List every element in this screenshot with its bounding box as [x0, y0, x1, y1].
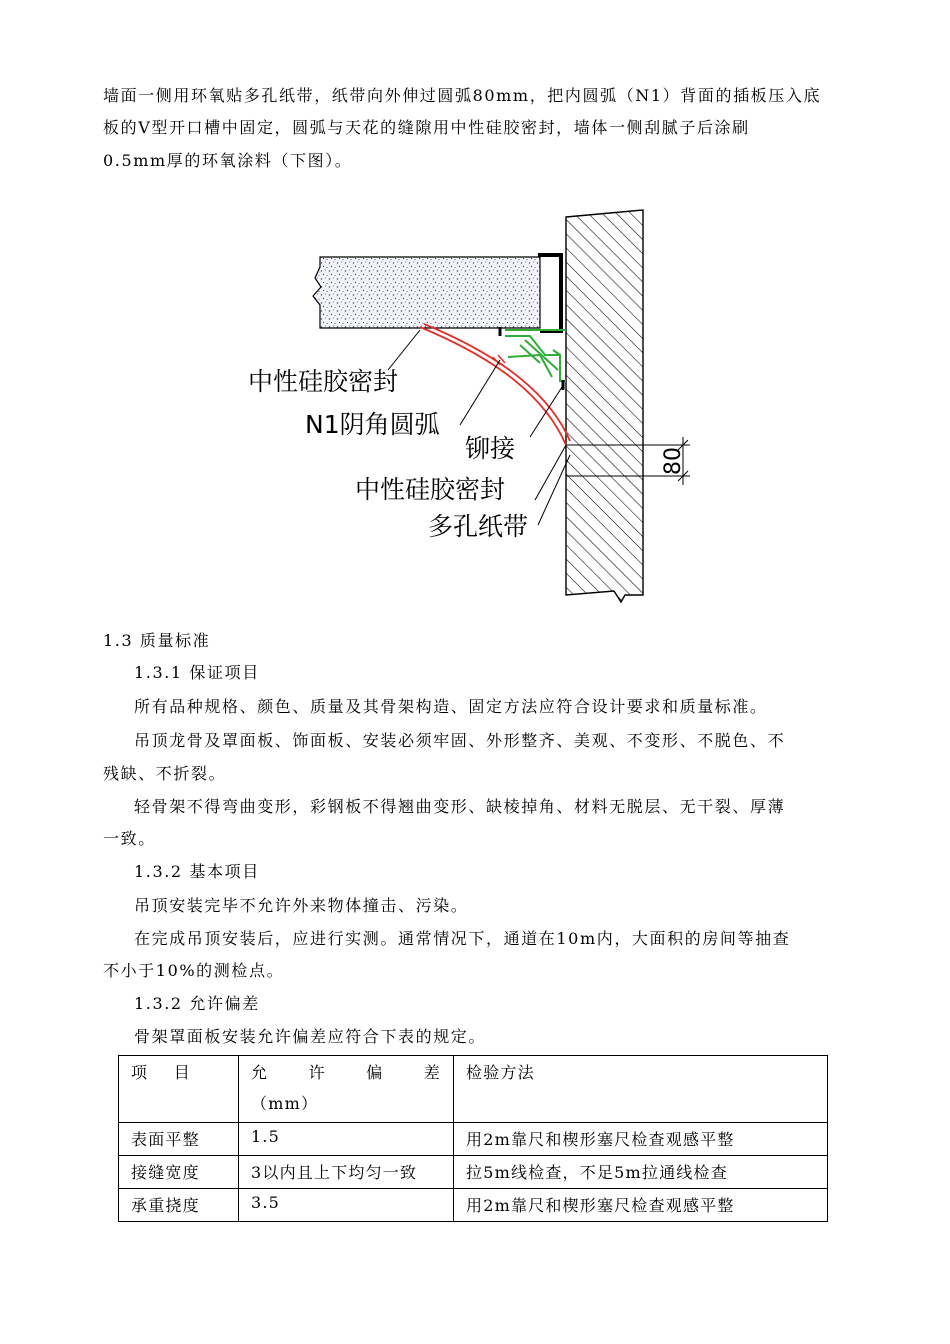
header-deviation-char-3: 偏: [366, 1063, 384, 1082]
cell-item: 接缝宽度: [119, 1156, 239, 1189]
table-row: [119, 1189, 828, 1222]
cell-method: 拉5m线检查，不足5m拉通线检查: [454, 1156, 828, 1189]
header-deviation-char-4: 差: [423, 1063, 441, 1082]
cell-method: 用2m靠尺和楔形塞尺检查观感平整: [454, 1189, 828, 1222]
label-n1-arc: N1阴角圆弧: [305, 410, 440, 439]
header-deviation-char-2: 许: [308, 1063, 326, 1082]
paragraph-guarantee-1: 所有品种规格、颜色、质量及其骨架构造、固定方法应符合设计要求和质量标准。: [134, 697, 768, 716]
cell-item: 表面平整: [119, 1123, 239, 1156]
paragraph-basic-2b: 不小于10%的测检点。: [103, 961, 285, 980]
cell-deviation: 1.5: [239, 1123, 454, 1156]
header-item-char-1: 项: [131, 1063, 149, 1082]
cell-item: 承重挠度: [119, 1189, 239, 1222]
paragraph-guarantee-3b: 一致。: [103, 829, 156, 848]
wall-section: [566, 210, 643, 602]
cell-method: 用2m靠尺和楔形塞尺检查观感平整: [454, 1123, 828, 1156]
header-method: 检验方法: [454, 1056, 828, 1123]
table-row: [119, 1156, 828, 1189]
paragraph-basic-2a: 在完成吊顶安装后，应进行实测。通常情况下，通道在10m内，大面积的房间等抽查: [134, 929, 791, 948]
n1-arc: [420, 324, 570, 445]
subsection-1-3-2-deviation: 1.3.2 允许偏差: [134, 994, 260, 1013]
header-deviation: [239, 1056, 454, 1123]
subsection-1-3-1: 1.3.1 保证项目: [134, 663, 260, 682]
cell-deviation: 3以内且上下均匀一致: [239, 1156, 454, 1189]
tolerance-table: [118, 1055, 828, 1222]
corner-arc-detail-figure: [240, 205, 700, 615]
table-header-row: [119, 1056, 828, 1123]
subsection-1-3-2-basic: 1.3.2 基本项目: [134, 862, 260, 881]
ceiling-panel: [313, 257, 540, 328]
paragraph-basic-1: 吊顶安装完毕不允许外来物体撞击、污染。: [134, 896, 469, 915]
intro-line-3: 0.5mm厚的环氧涂料（下图）。: [103, 151, 353, 170]
intro-line-2: 板的V型开口槽中固定，圆弧与天花的缝隙用中性硅胶密封，墙体一侧刮腻子后涂刷: [103, 118, 750, 137]
paragraph-guarantee-3a: 轻骨架不得弯曲变形，彩钢板不得翘曲变形、缺棱掉角、材料无脱层、无干裂、厚薄: [134, 797, 786, 816]
paragraph-table-intro: 骨架罩面板安装允许偏差应符合下表的规定。: [134, 1027, 487, 1046]
section-heading: 1.3 质量标准: [103, 631, 211, 650]
header-deviation-char-1: 允: [251, 1063, 269, 1082]
header-item-char-2: 目: [173, 1063, 191, 1082]
header-item: [119, 1056, 239, 1123]
label-paper-tape: 多孔纸带: [428, 512, 529, 541]
label-sealant-top: 中性硅胶密封: [248, 367, 399, 396]
header-deviation-unit: （mm）: [251, 1094, 319, 1113]
label-rivet: 铆接: [465, 434, 516, 463]
table-row: [119, 1123, 828, 1156]
arc-seal-ticks: [493, 355, 505, 365]
dimension-80-label: 80: [661, 447, 686, 475]
label-sealant-bottom: 中性硅胶密封: [355, 475, 506, 504]
paragraph-guarantee-2a: 吊顶龙骨及罩面板、饰面板、安装必须牢固、外形整齐、美观、不变形、不脱色、不: [134, 731, 786, 750]
intro-line-1: 墙面一侧用环氧贴多孔纸带，纸带向外伸过圆弧80mm，把内圆弧（N1）背面的插板压入底: [103, 86, 822, 105]
cell-deviation: 3.5: [239, 1189, 454, 1222]
paragraph-guarantee-2b: 残缺、不折裂。: [103, 764, 227, 783]
